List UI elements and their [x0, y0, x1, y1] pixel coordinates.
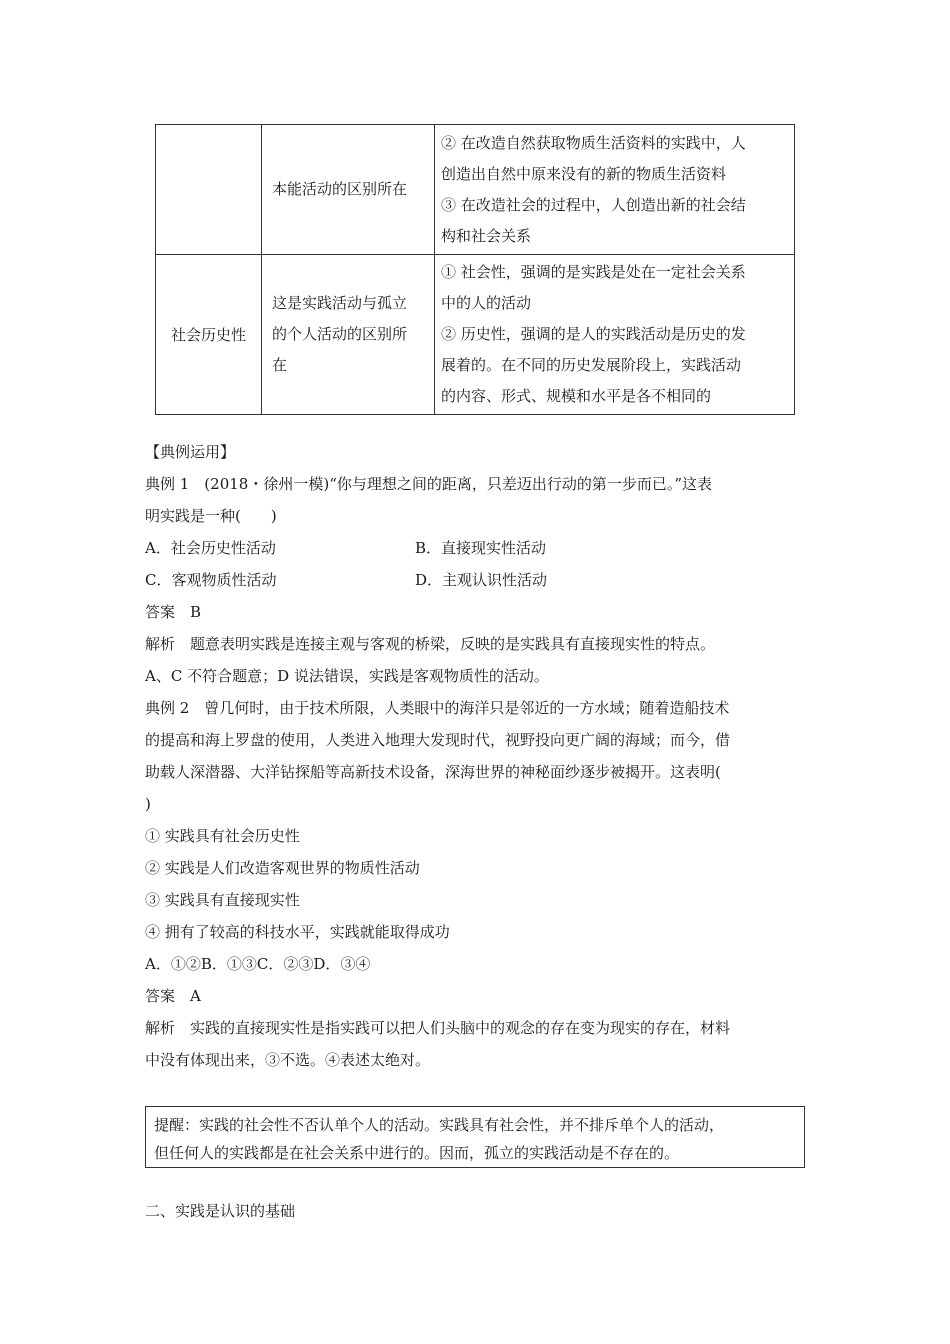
- example1-answer: 答案 B: [145, 603, 202, 621]
- table-cell-explanation: ② 在改造自然获取物质生活资料的实践中，人 创造出自然中原来没有的新的物质生活资料 ③ 在改造社会的过程中，人创造出新的社会结 构和社会关系: [435, 125, 795, 255]
- comparison-table: [155, 124, 795, 415]
- table-row: [156, 255, 795, 415]
- example2-stem-cont: ): [145, 795, 151, 813]
- table-cell-distinction: 这是实践活动与孤立 的个人活动的区别所 在: [262, 255, 435, 415]
- example1-option-b: B．直接现实性活动: [415, 539, 547, 557]
- example2-item: ① 实践具有社会历史性: [145, 827, 300, 845]
- table-cell-explanation: ① 社会性，强调的是实践是处在一定社会关系 中的人的活动 ② 历史性，强调的是人的实践活动是历史的发 展着的。在不同的历史发展阶段上，实践活动 的内容、形式、规模和水平是各不相同的: [435, 255, 795, 415]
- section-label: 【典例运用】: [145, 443, 236, 461]
- example2-analysis: 解析 实践的直接现实性是指实践可以把人们头脑中的观念的存在变为现实的存在，材料: [145, 1019, 731, 1037]
- example1-analysis: 解析 题意表明实践是连接主观与客观的桥梁，反映的是实践具有直接现实性的特点。: [145, 635, 716, 653]
- example2-item: ④ 拥有了较高的科技水平，实践就能取得成功: [145, 923, 450, 941]
- table-cell-distinction: 本能活动的区别所在: [262, 125, 435, 255]
- table-cell-category: 社会历史性: [156, 255, 262, 415]
- table-row: [156, 125, 795, 255]
- example1-stem: 典例 1 (2018・徐州一模)“你与理想之间的距离，只差迈出行动的第一步而已。”这表: [145, 475, 713, 493]
- tip-box: [145, 1106, 805, 1168]
- example2-item: ③ 实践具有直接现实性: [145, 891, 300, 909]
- example2-answer: 答案 A: [145, 987, 201, 1005]
- example1-option-d: D．主观认识性活动: [415, 571, 548, 589]
- section2-heading: 二、实践是认识的基础: [145, 1202, 296, 1220]
- example2-item: ② 实践是人们改造客观世界的物质性活动: [145, 859, 420, 877]
- table-cell-category: [156, 125, 262, 255]
- example1-stem-cont: 明实践是一种( ): [145, 507, 277, 525]
- tip-text: 但任何人的实践都是在社会关系中进行的。因而，孤立的实践活动是不存在的。: [154, 1144, 680, 1162]
- example1-analysis-cont: A、C 不符合题意；D 说法错误，实践是客观物质性的活动。: [145, 667, 549, 685]
- example2-stem: 典例 2 曾几何时，由于技术所限，人类眼中的海洋只是邻近的一方水域；随着造船技术: [145, 699, 730, 717]
- example2-analysis-cont: 中没有体现出来，③不选。④表述太绝对。: [145, 1051, 431, 1069]
- example2-options: A．①②B．①③C．②③D．③④: [145, 955, 371, 973]
- example2-stem-cont: 的提高和海上罗盘的使用，人类进入地理大发现时代，视野投向更广阔的海域；而今，借: [145, 731, 731, 749]
- tip-text: 提醒：实践的社会性不否认单个人的活动。实践具有社会性，并不排斥单个人的活动，: [154, 1116, 725, 1134]
- example1-option-c: C．客观物质性活动: [145, 571, 277, 589]
- example1-option-a: A．社会历史性活动: [145, 539, 276, 557]
- example2-stem-cont: 助载人深潜器、大洋钻探船等高新技术设备，深海世界的神秘面纱逐步被揭开。这表明(: [145, 763, 721, 781]
